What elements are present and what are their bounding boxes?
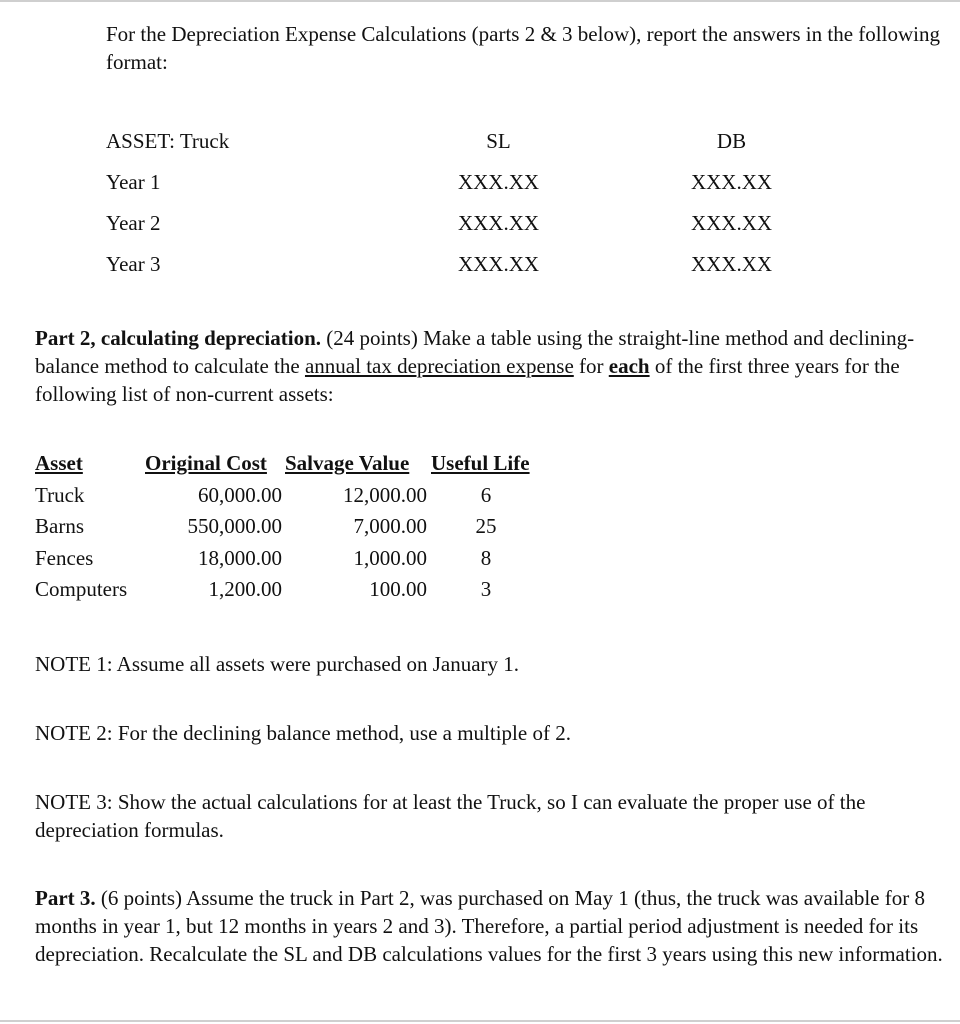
format-row-db: XXX.XX (690, 211, 773, 235)
format-asset-label: ASSET: Truck (106, 129, 230, 153)
format-col-sl: SL (486, 129, 511, 153)
format-row-sl: XXX.XX (457, 211, 540, 235)
note-2: NOTE 2: For the declining balance method, use a multiple of 2. (35, 721, 571, 745)
part2-text-2: for (573, 354, 609, 378)
asset-cost: 1,200.00 (208, 577, 282, 601)
asset-name: Fences (35, 545, 94, 570)
asset-salvage: 12,000.00 (343, 482, 427, 507)
header-useful-life: Useful Life (431, 451, 530, 475)
asset-life: 6 (480, 482, 492, 507)
asset-life: 25 (475, 514, 497, 538)
asset-cost: 550,000.00 (187, 514, 282, 538)
format-row (106, 170, 886, 211)
format-header-row (106, 129, 886, 170)
table-row (35, 577, 555, 609)
part2-text-3: of the first three years for the following list of non-current assets: (35, 354, 900, 406)
asset-name: Truck (35, 482, 85, 507)
asset-salvage: 1,000.00 (353, 545, 427, 570)
asset-life: 3 (480, 577, 492, 601)
format-col-db: DB (716, 129, 747, 153)
header-salvage-value: Salvage Value (285, 451, 410, 475)
header-original-cost: Original Cost (145, 451, 267, 475)
asset-name: Barns (35, 514, 84, 538)
part3-paragraph (35, 884, 950, 968)
format-row-db: XXX.XX (690, 252, 773, 276)
part2-heading: Part 2, calculating depreciation. (35, 326, 321, 350)
table-row (35, 483, 555, 515)
note-3: NOTE 3: Show the actual calculations for at least the Truck, so I can evaluate the proper use of the depreciation formulas. (35, 790, 866, 842)
asset-cost: 18,000.00 (198, 545, 282, 570)
format-row-label: Year 1 (106, 170, 161, 194)
format-row-db: XXX.XX (690, 170, 773, 194)
format-row-sl: XXX.XX (457, 252, 540, 276)
part2-text-1: (24 points) Make a table using the straight-line method and declining-balance method to calculate the (35, 326, 915, 378)
format-row-label: Year 2 (106, 211, 161, 235)
asset-salvage: 7,000.00 (353, 514, 427, 538)
format-example-table (106, 129, 886, 293)
part3-heading: Part 3. (35, 886, 96, 910)
part2-emphasis: each (608, 354, 650, 378)
asset-salvage: 100.00 (369, 577, 427, 601)
table-row (35, 514, 555, 546)
top-divider (0, 0, 960, 2)
bottom-divider (0, 1020, 960, 1022)
asset-table-header (35, 451, 555, 483)
intro-paragraph: For the Depreciation Expense Calculations (parts 2 & 3 below), report the answers in the following format: (106, 22, 940, 74)
part2-underlined-phrase: annual tax depreciation expense (304, 354, 574, 378)
asset-cost: 60,000.00 (198, 482, 282, 507)
note-1: NOTE 1: Assume all assets were purchased on January 1. (35, 652, 520, 676)
format-row (106, 252, 886, 293)
header-asset: Asset (35, 451, 83, 475)
part3-text: (6 points) Assume the truck in Part 2, was purchased on May 1 (thus, the truck was available for 8 months in year 1, but 12 months in years 2 and 3). Therefore, a partial period adjustment is needed for its depreciation. Recalculate the SL and DB calculations values for the first 3 years using this new information. (35, 886, 943, 966)
format-row-sl: XXX.XX (457, 170, 540, 194)
asset-name: Computers (35, 577, 128, 601)
format-row (106, 211, 886, 252)
format-row-label: Year 3 (106, 252, 161, 276)
asset-table (35, 451, 555, 609)
table-row (35, 546, 555, 578)
part2-paragraph (35, 324, 945, 408)
asset-life: 8 (480, 545, 492, 570)
